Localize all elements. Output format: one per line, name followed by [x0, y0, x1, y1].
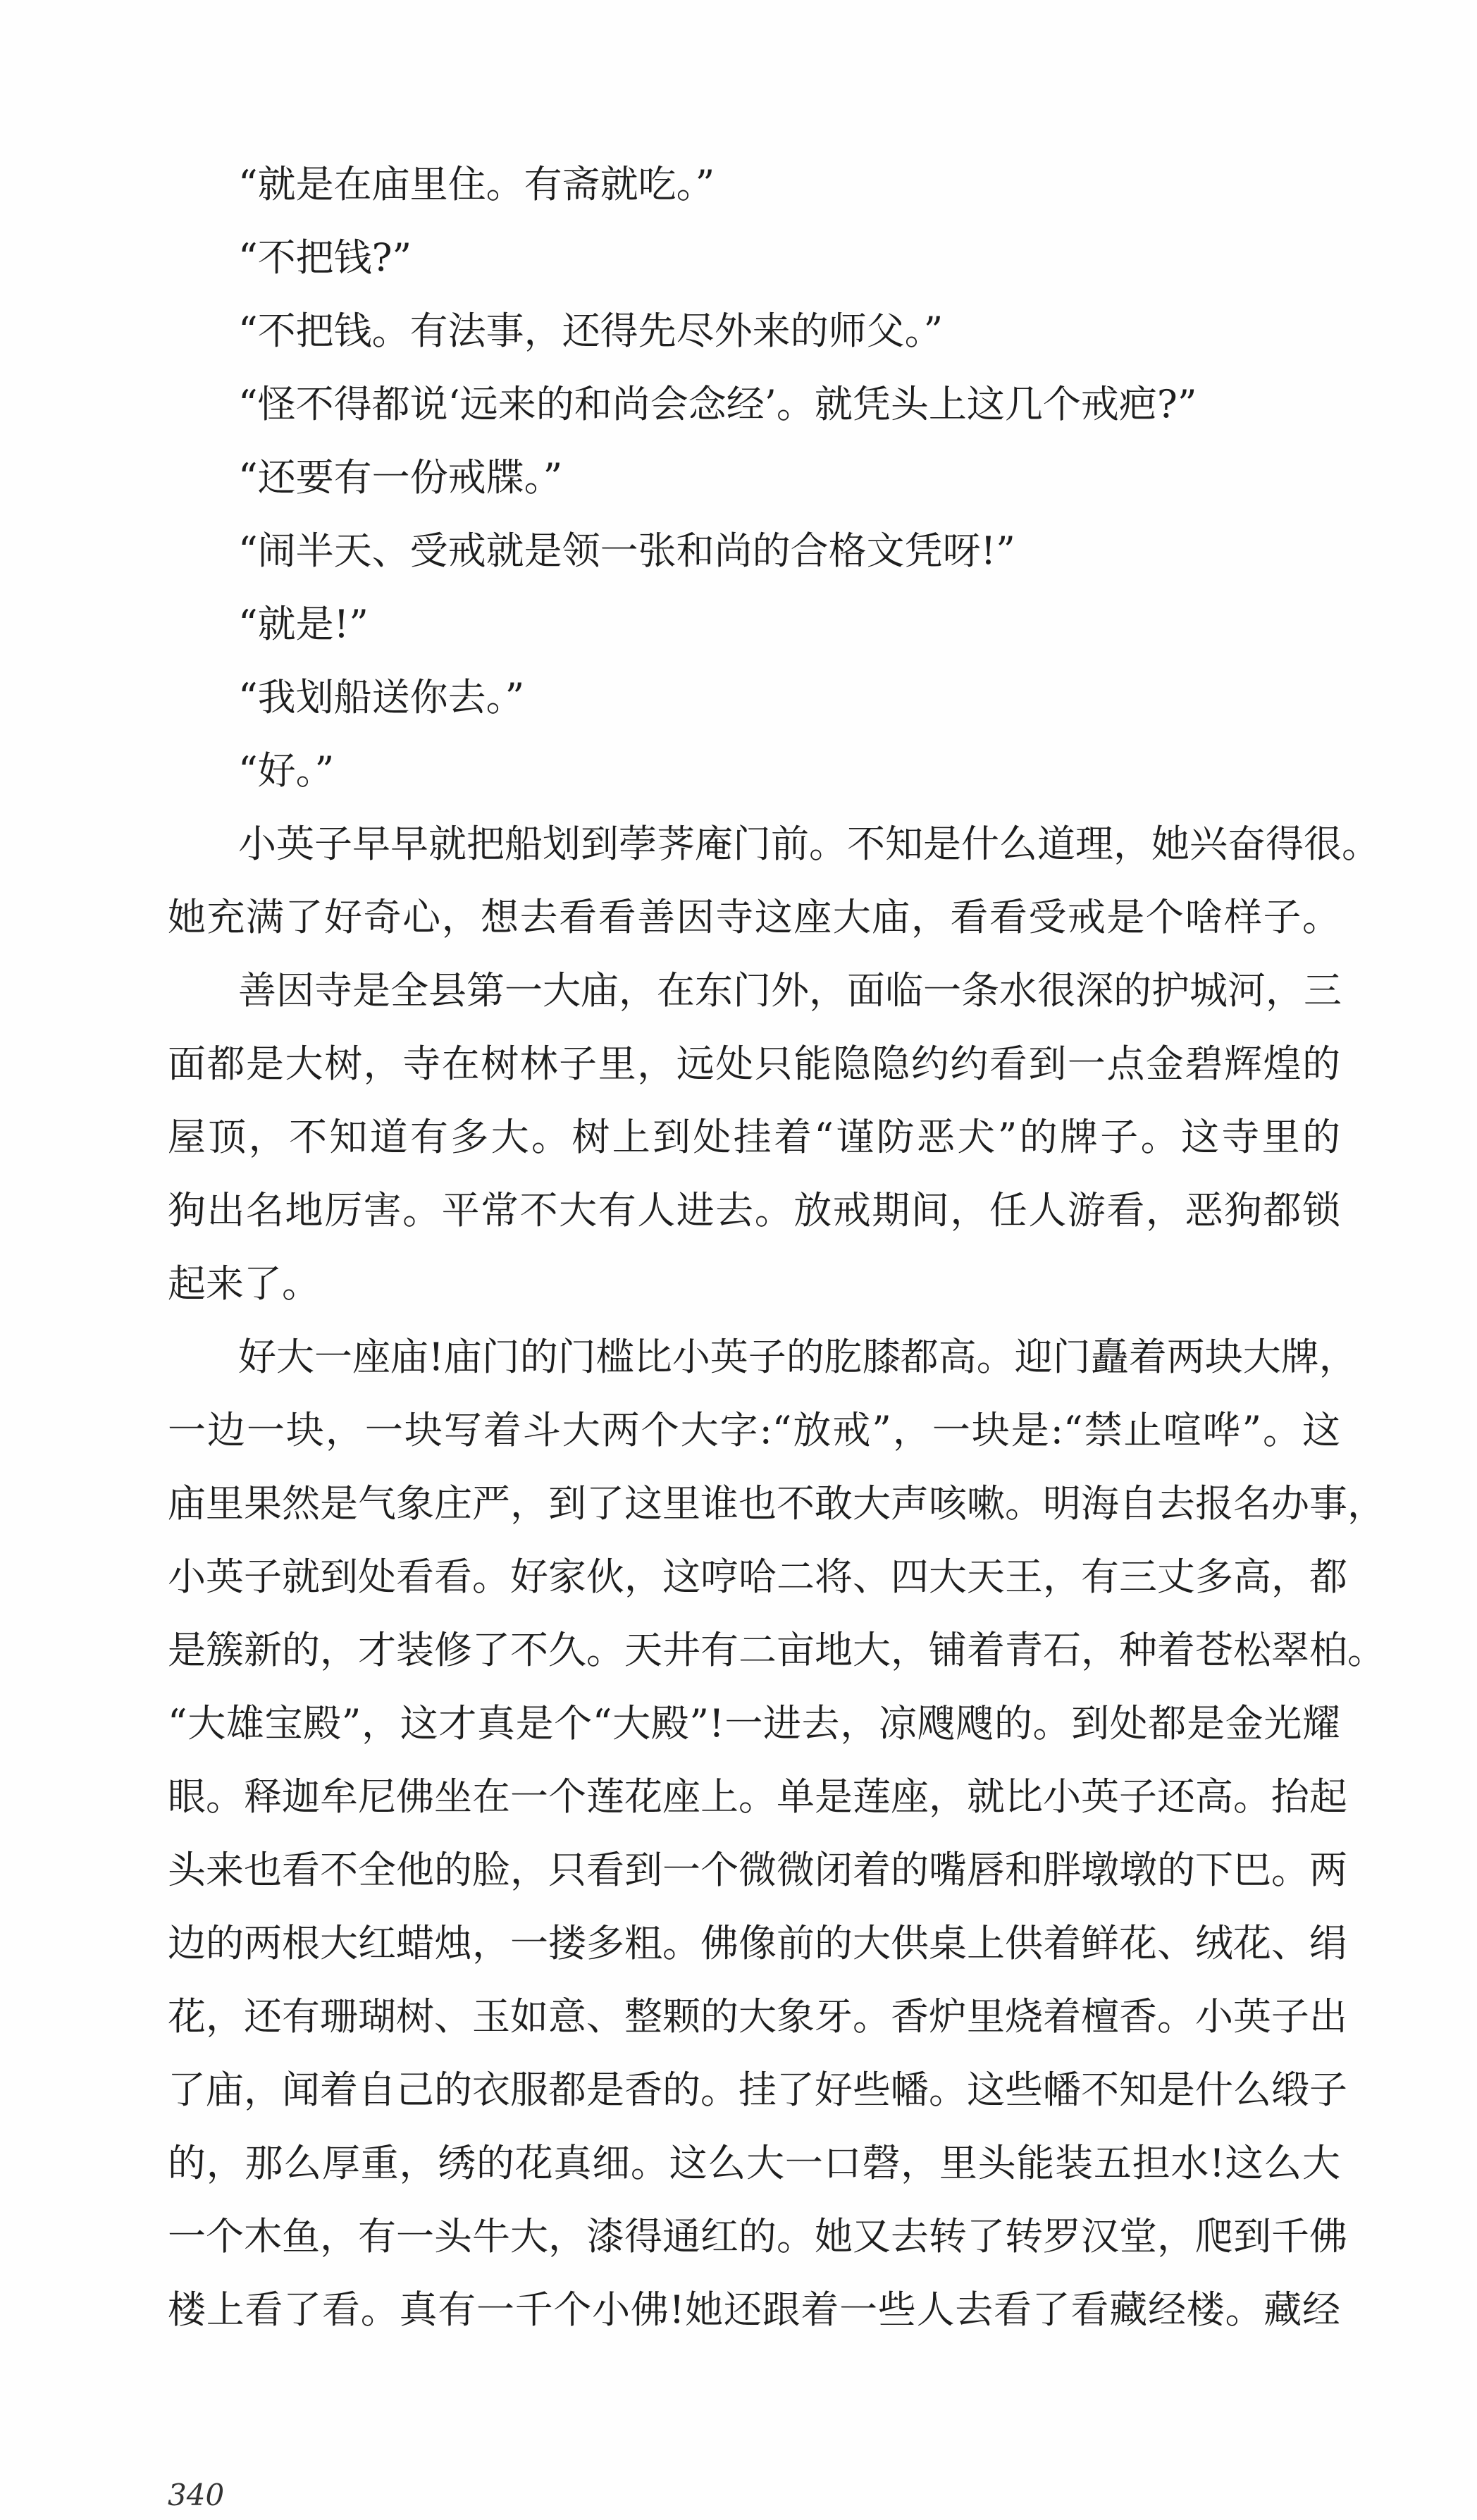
- paragraph-line: 一边一块，一块写着斗大两个大字:“放戒”，一块是:“禁止喧哗”。这: [168, 1408, 1340, 1452]
- paragraph-line: 楼上看了看。真有一千个小佛!她还跟着一些人去看了看藏经楼。藏经: [168, 2287, 1340, 2332]
- paragraph-line: 她充满了好奇心，想去看看善因寺这座大庙，看看受戒是个啥样子。: [168, 895, 1340, 939]
- paragraph-line: 庙里果然是气象庄严，到了这里谁也不敢大声咳嗽。明海自去报名办事，: [168, 1481, 1385, 1526]
- dialogue-line: “就是!”: [238, 602, 369, 646]
- paragraph-line: 狗出名地厉害。平常不大有人进去。放戒期间，任人游看，恶狗都锁: [168, 1188, 1340, 1233]
- paragraph-line: 头来也看不全他的脸，只看到一个微微闭着的嘴唇和胖墩墩的下巴。两: [168, 1848, 1347, 1892]
- paragraph-line: “大雄宝殿”，这才真是个“大殿”!一进去，凉飕飕的。到处都是金光耀: [168, 1701, 1340, 1746]
- page-number: 340: [168, 2478, 225, 2512]
- dialogue-line: “不把钱。有法事，还得先尽外来的师父。”: [238, 309, 944, 353]
- paragraph-line: 小英子就到处看看。好家伙，这哼哈二将、四大天王，有三丈多高，都: [168, 1555, 1347, 1599]
- paragraph-line: 好大一座庙!庙门的门槛比小英子的肐膝都高。迎门矗着两块大牌，: [238, 1335, 1357, 1379]
- paragraph-line: 面都是大树，寺在树林子里，远处只能隐隐约约看到一点金碧辉煌的: [168, 1042, 1340, 1086]
- paragraph-line: 小英子早早就把船划到荸荠庵门前。不知是什么道理，她兴奋得很。: [238, 822, 1380, 866]
- paragraph-line: 起来了。: [168, 1261, 320, 1306]
- paragraph-line: 屋顶，不知道有多大。树上到处挂着“谨防恶犬”的牌子。这寺里的: [168, 1115, 1340, 1159]
- paragraph-line: 一个木鱼，有一头牛大，漆得通红的。她又去转了转罗汉堂，爬到千佛: [168, 2214, 1347, 2259]
- paragraph-line: 花，还有珊瑚树、玉如意、整颗的大象牙。香炉里烧着檀香。小英子出: [168, 1994, 1347, 2039]
- dialogue-line: “好。”: [238, 748, 335, 793]
- dialogue-line: “还要有一份戒牒。”: [238, 455, 563, 500]
- paragraph-line: 了庙，闻着自己的衣服都是香的。挂了好些幡。这些幡不知是什么缎子: [168, 2068, 1347, 2112]
- paragraph-line: 眼。释迦牟尼佛坐在一个莲花座上。单是莲座，就比小英子还高。抬起: [168, 1774, 1347, 1819]
- dialogue-line: “闹半天、受戒就是领一张和尚的合格文凭呀!”: [238, 529, 1015, 573]
- paragraph-line: 善因寺是全县第一大庙，在东门外，面临一条水很深的护城河，三: [238, 968, 1342, 1013]
- paragraph-line: 是簇新的，才装修了不久。天井有二亩地大，铺着青石，种着苍松翠柏。: [168, 1628, 1385, 1672]
- dialogue-line: “怪不得都说‘远来的和尚会念经’。就凭头上这几个戒疤?”: [238, 382, 1197, 426]
- paragraph-line: 边的两根大红蜡烛，一搂多粗。佛像前的大供桌上供着鲜花、绒花、绢: [168, 1921, 1347, 1965]
- paragraph-line: 的，那么厚重，绣的花真细。这么大一口磬，里头能装五担水!这么大: [168, 2141, 1340, 2185]
- dialogue-line: “就是在庙里住。有斋就吃。”: [238, 162, 715, 206]
- dialogue-line: “不把钱?”: [238, 235, 412, 280]
- dialogue-line: “我划船送你去。”: [238, 675, 525, 719]
